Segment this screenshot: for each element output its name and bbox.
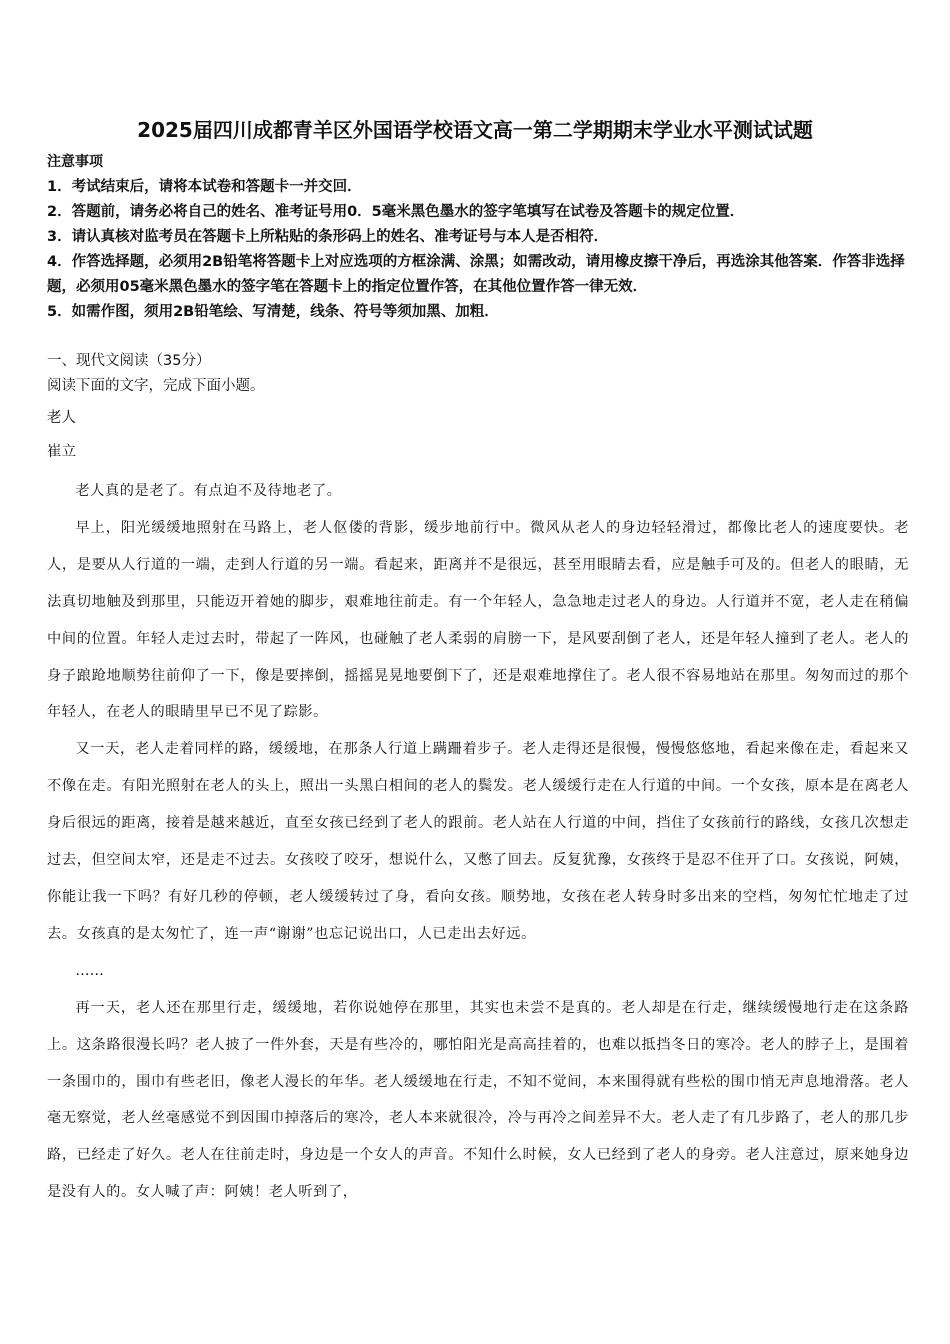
notes-block: [47, 150, 917, 325]
passage-paragraph: 又一天，老人走着同样的路，缓缓地，在那条人行道上蹒跚着步子。老人走得还是很慢，慢慢悠悠地，看起来像在走，看起来又不像在走。有阳光照射在老人的头上，照出一头黑白相间的老人的鬓发。老人缓缓行走在人行道的中间。一个女孩，原本是在离老人身后很远的距离，接着是越来越近，直至女孩已经到了老人的跟前。老人站在人行道的中间，挡住了女孩前行的路线，女孩几次想走过去，但空间太窄，还是走不过去。女孩咬了咬牙，想说什么，又憋了回去。反复犹豫，女孩终于是忍不住开了口。女孩说，阿姨，你能让我一下吗？有好几秒的停顿，老人缓缓转过了身，看向女孩。顺势地，女孩在老人转身时多出来的空档，匆匆忙忙地走了过去。女孩真的是太匆忙了，连一声“谢谢”也忘记说出口，人已走出去好远。: [47, 741, 909, 942]
notes-item: 2．答题前，请务必将自己的姓名、准考证号用0．5毫米黑色墨水的签字笔填写在试卷及答题卡的规定位置．: [47, 204, 745, 220]
notes-item: 4．作答选择题，必须用2B铅笔将答题卡上对应选项的方框涂满、涂黑；如需改动，请用橡皮擦干净后，再选涂其他答案．作答非选择题，必须用05毫米黑色墨水的签字笔在答题卡上的指定位置作答，在其他位置作答一律无效．: [47, 254, 905, 295]
passage-paragraph: 再一天，老人还在那里行走，缓缓地，若你说她停在那里，其实也未尝不是真的。老人却是在行走，继续缓慢地行走在这条路上。这条路很漫长吗？老人披了一件外套，天是有些冷的，哪怕阳光是高高挂着的，也难以抵挡冬日的寒冷。老人的脖子上，是围着一条围巾的，围巾有些老旧，像老人漫长的年华。老人缓缓地在行走，不知不觉间，本来围得就有些松的围巾悄无声息地滑落。老人毫无察觉，老人丝毫感觉不到因围巾掉落后的寒冷，老人本来就很冷，冷与再冷之间差异不大。老人走了有几步路了，老人的那几步路，已经走了好久。老人在往前走时，身边是一个女人的声音。不知什么时候，女人已经到了老人的身旁。老人注意过，原来她身边是没有人的。女人喊了声：阿姨！老人听到了，: [47, 999, 909, 1201]
notes-item: 1．考试结束后，请将本试卷和答题卡一并交回．: [47, 179, 362, 195]
passage-paragraph: 早上，阳光缓缓地照射在马路上，老人伛偻的背影，缓步地前行中。微风从老人的身边轻轻滑过，都像比老人的速度要快。老人，是要从人行道的一端，走到人行道的另一端。看起来，距离并不是很远，甚至用眼睛去看，应是触手可及的。但老人的眼睛，无法真切地触及到那里，只能迈开着她的脚步，艰难地往前走。有一个年轻人，急急地走过老人的身边。人行道并不宽，老人走在稍偏中间的位置。年轻人走过去时，带起了一阵风，也碰触了老人柔弱的肩膀一下，是风要刮倒了老人，还是年轻人撞到了老人。老人的身子踉跄地顺势往前仰了一下，像是要摔倒，摇摇晃晃地要倒下了，还是艰难地撑住了。老人很不容易地站在那里。匆匆而过的那个年轻人，在老人的眼睛里早已不见了踪影。: [47, 519, 909, 721]
passage-body: [47, 473, 909, 1211]
section-heading: 一、现代文阅读（35分）: [47, 353, 211, 369]
notes-item: 3．请认真核对监考员在答题卡上所粘贴的条形码上的姓名、准考证号与本人是否相符．: [47, 229, 609, 245]
notes-heading: 注意事项: [47, 154, 103, 170]
passage-paragraph: 老人真的是老了。有点迫不及待地老了。: [75, 483, 342, 499]
passage-ellipsis: ……: [75, 962, 104, 979]
passage-title: 老人: [47, 410, 76, 426]
passage-author: 崔立: [47, 444, 76, 460]
exam-title: 2025届四川成都青羊区外国语学校语文高一第二学期期末学业水平测试试题: [137, 118, 813, 142]
section-instruction: 阅读下面的文字，完成下面小题。: [47, 378, 265, 394]
notes-item: 5．如需作图，须用2B铅笔绘、写清楚，线条、符号等须加黑、加粗．: [47, 304, 499, 320]
